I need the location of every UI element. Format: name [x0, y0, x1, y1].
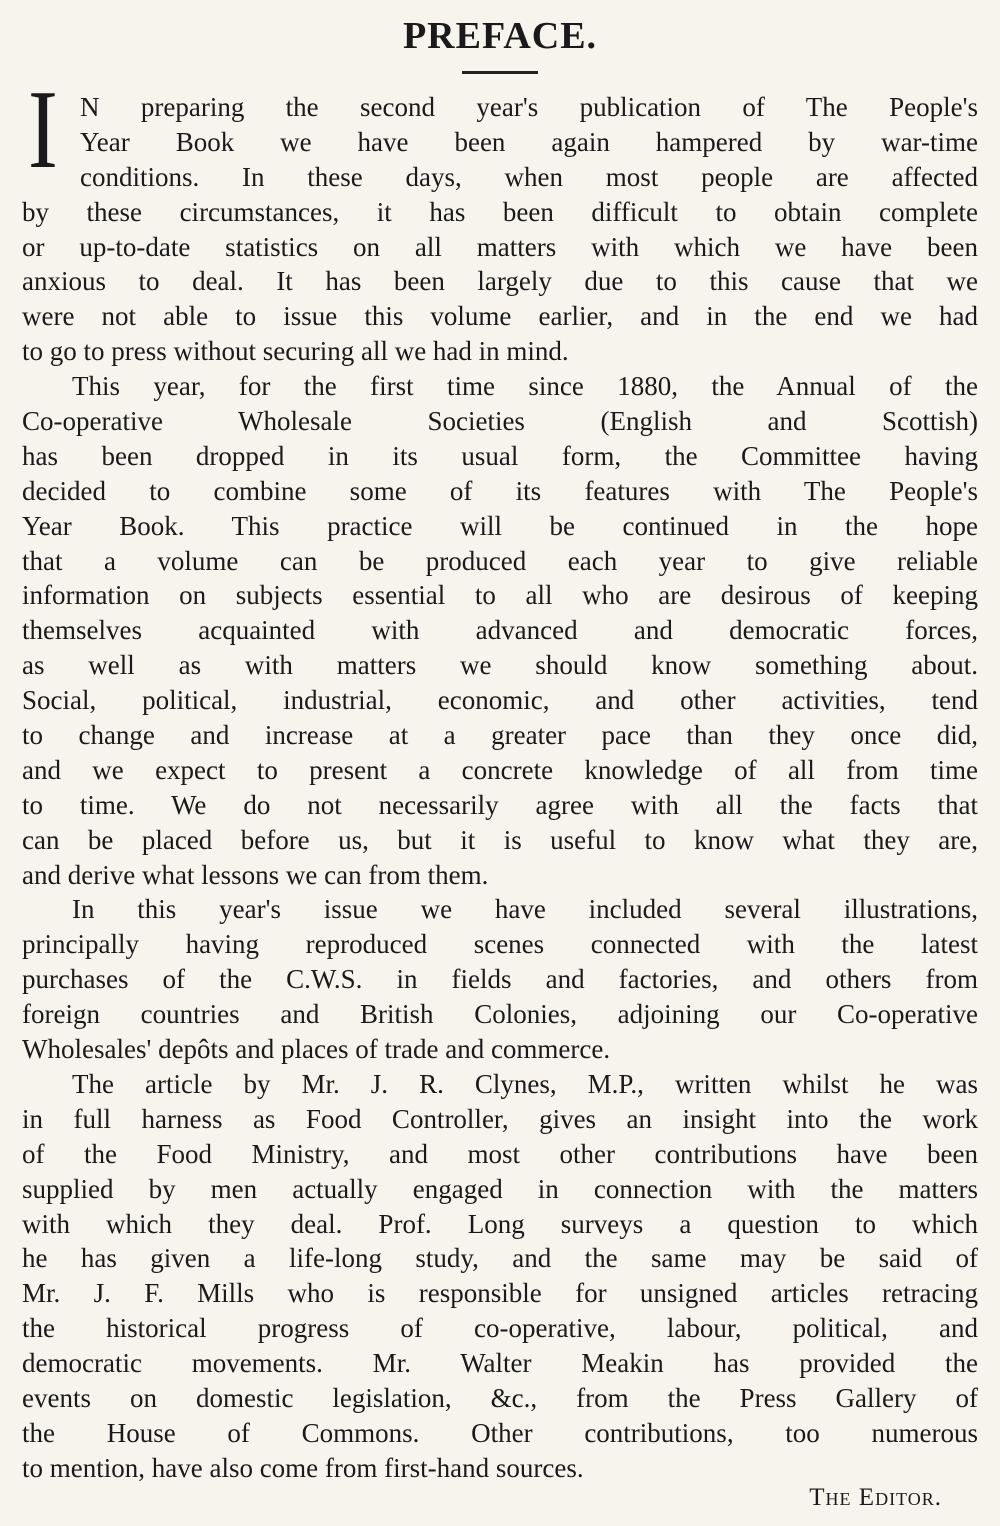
- text-line: and we expect to present a concrete knowledge of all from time: [22, 754, 978, 785]
- text-line: conditions. In these days, when most people are affected: [80, 161, 978, 192]
- text-line: Co-operative Wholesale Societies (English and Scottish): [22, 406, 978, 437]
- drop-cap: I: [28, 68, 58, 192]
- text-line: and derive what lessons we can from them.: [22, 859, 489, 890]
- text-line: as well as with matters we should know something about.: [22, 650, 978, 681]
- text-line: he has given a life-long study, and the same may be said of: [22, 1243, 978, 1274]
- text-line: to change and increase at a greater pace than they once did,: [22, 720, 978, 751]
- text-line: by these circumstances, it has been difficult to obtain complete: [22, 196, 978, 227]
- text-line: can be placed before us, but it is useful to know what they are,: [22, 824, 978, 855]
- preface-body: [22, 90, 978, 1486]
- paragraph: [22, 1067, 978, 1486]
- text-line: in full harness as Food Controller, gives an insight into the work: [22, 1103, 978, 1134]
- paragraph: [22, 90, 978, 369]
- text-line: themselves acquainted with advanced and democratic forces,: [22, 615, 978, 646]
- paragraph: [22, 369, 978, 892]
- text-line: This year, for the first time since 1880, the Annual of the: [72, 371, 978, 402]
- text-line: has been dropped in its usual form, the Committee having: [22, 440, 978, 471]
- signature: The Editor.: [809, 1484, 942, 1511]
- text-line: Mr. J. F. Mills who is responsible for unsigned articles retracing: [22, 1278, 978, 1309]
- text-line: foreign countries and British Colonies, adjoining our Co-operative: [22, 999, 978, 1030]
- text-line: supplied by men actually engaged in connection with the matters: [22, 1173, 978, 1204]
- text-line: to time. We do not necessarily agree with all the facts that: [22, 789, 978, 820]
- text-line: to mention, have also come from first-hand sources.: [22, 1452, 584, 1483]
- text-line: Social, political, industrial, economic, and other activities, tend: [22, 685, 978, 716]
- text-line: information on subjects essential to all who are desirous of keeping: [22, 580, 978, 611]
- text-line: of the Food Ministry, and most other contributions have been: [22, 1138, 978, 1169]
- text-line: principally having reproduced scenes connected with the latest: [22, 929, 978, 960]
- text-line: The article by Mr. J. R. Clynes, M.P., written whilst he was: [72, 1068, 978, 1099]
- text-line: purchases of the C.W.S. in fields and factories, and others from: [22, 964, 978, 995]
- text-line: decided to combine some of its features with The People's: [22, 475, 978, 506]
- text-line: Year Book. This practice will be continued in the hope: [22, 510, 978, 541]
- text-line: anxious to deal. It has been largely due to this cause that we: [22, 266, 978, 297]
- text-line: the historical progress of co-operative, labour, political, and: [22, 1313, 978, 1344]
- text-line: to go to press without securing all we had in mind.: [22, 336, 569, 367]
- text-line: Wholesales' depôts and places of trade and commerce.: [22, 1034, 611, 1065]
- title-rule-divider: [462, 71, 538, 74]
- text-line: N preparing the second year's publication of The People's: [80, 92, 978, 122]
- text-line: were not able to issue this volume earlier, and in the end we had: [22, 301, 978, 332]
- text-line: with which they deal. Prof. Long surveys a question to which: [22, 1208, 978, 1239]
- page-title: PREFACE.: [402, 15, 598, 57]
- text-line: Year Book we have been again hampered by war-time: [80, 126, 978, 157]
- text-line: democratic movements. Mr. Walter Meakin has provided the: [22, 1348, 978, 1379]
- text-line: that a volume can be produced each year to give reliable: [22, 545, 978, 576]
- text-line: events on domestic legislation, &c., from the Press Gallery of: [22, 1382, 978, 1413]
- paragraph: [22, 892, 978, 1066]
- text-line: the House of Commons. Other contributions, too numerous: [22, 1417, 978, 1448]
- text-line: or up-to-date statistics on all matters with which we have been: [22, 231, 978, 262]
- text-line: In this year's issue we have included several illustrations,: [72, 894, 978, 925]
